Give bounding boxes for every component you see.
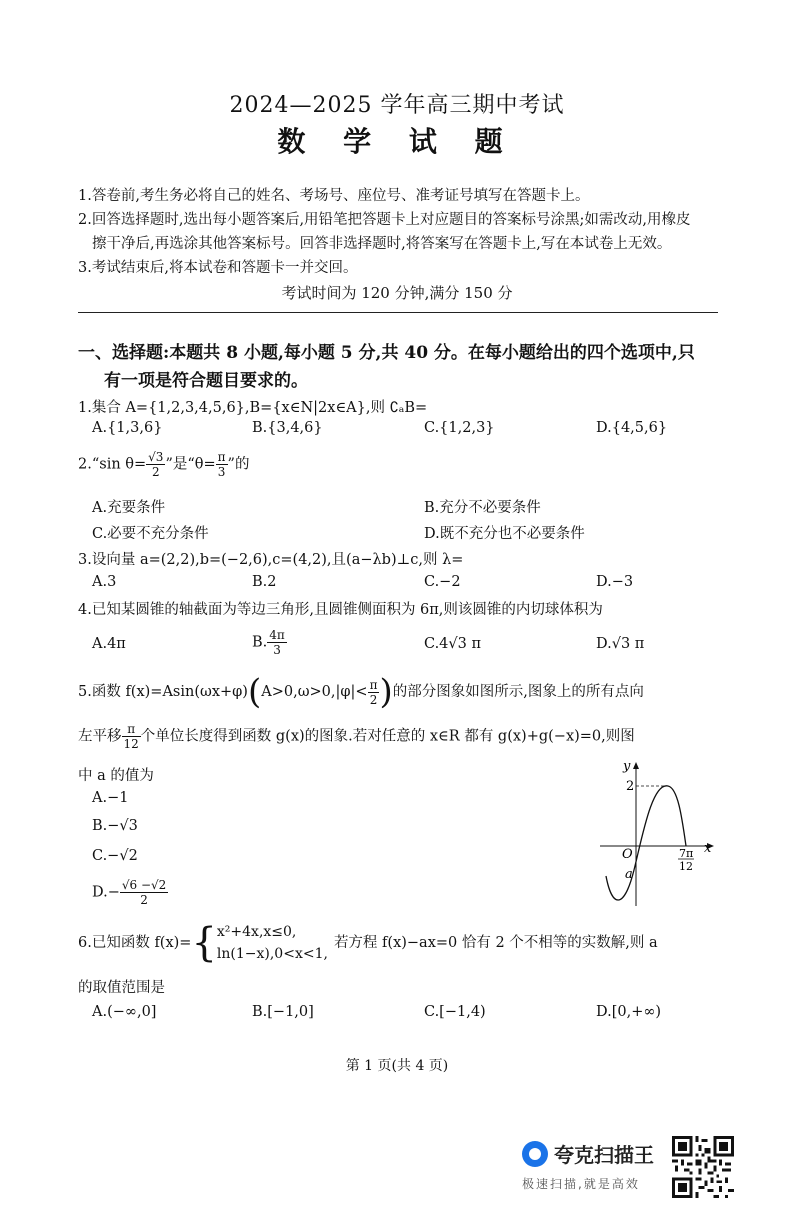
q3-option-c: C.−2 — [424, 574, 461, 590]
q6-option-b: B.[−1,0] — [252, 1004, 314, 1020]
q3-option-d: D.−3 — [596, 574, 634, 590]
q4-option-d: D.√3 π — [596, 636, 645, 652]
q5-stem — [78, 672, 644, 712]
q6-prefix: 6.已知函数 f(x)= — [78, 935, 192, 951]
origin-label: O — [622, 847, 633, 862]
q4-option-b — [252, 628, 287, 657]
q5-option-c: C.−√2 — [92, 848, 138, 864]
q1-option-b: B.{3,4,6} — [252, 420, 323, 436]
instruction-3: 3.考试结束后,将本试卷和答题卡一并交回。 — [78, 260, 358, 276]
watermark-brand: 夸克扫描王 — [554, 1143, 654, 1167]
q1-stem: 1.集合 A={1,2,3,4,5,6},B={x∈N|2x∈A},则 ∁ₐB= — [78, 400, 428, 416]
scanner-watermark — [520, 1137, 670, 1197]
qr-code-icon — [672, 1136, 734, 1198]
q2-middle: ”是“θ= — [165, 456, 216, 473]
q5-cond-num: π — [369, 677, 378, 692]
a-label: a — [625, 867, 633, 882]
q5-option-b: B.−√3 — [92, 818, 138, 834]
q6-brace: { — [191, 920, 217, 966]
q2-frac2-den: 3 — [217, 465, 226, 479]
q3-option-b: B.2 — [252, 574, 277, 590]
q5-shift-frac — [122, 722, 141, 751]
q4-optb-num: 4π — [269, 628, 285, 642]
q5-cond-frac — [368, 678, 380, 707]
instruction-1: 1.答卷前,考生务必将自己的姓名、考场号、座位号、准考证号填写在答题卡上。 — [78, 188, 590, 204]
watermark-slogan: 极速扫描,就是高效 — [522, 1177, 640, 1191]
q4-option-a: A.4π — [92, 636, 126, 652]
q6-option-a: A.(−∞,0] — [92, 1004, 157, 1020]
x-label: x — [704, 841, 712, 856]
q2-frac2-num: π — [217, 450, 226, 464]
q5-option-d — [92, 878, 168, 907]
instruction-2-cont: 擦干净后,再选涂其他答案标号。回答非选择题时,将答案写在答题卡上,写在本试卷上无效。 — [92, 236, 672, 252]
exam-title: 2024—2025 学年高三期中考试 — [229, 93, 565, 118]
q6-suffix: 若方程 f(x)−ax=0 恰有 2 个不相等的实数解,则 a — [333, 935, 658, 951]
q4-option-c: C.4√3 π — [424, 636, 482, 652]
q5-shift-num: π — [122, 722, 141, 737]
instruction-2: 2.回答选择题时,选出每小题答案后,用铅笔把答题卡上对应题目的答案标号涂黑;如需改动,用橡皮 — [78, 212, 691, 228]
q2-frac1-num: √3 — [148, 450, 164, 464]
xtick-den: 12 — [679, 860, 693, 873]
q6-piecewise — [217, 921, 328, 965]
y-label: y — [623, 759, 631, 774]
section-heading-cont: 有一项是符合题目要求的。 — [104, 371, 308, 391]
q6-piece1: x²+4x,x≤0, — [216, 924, 297, 940]
max-value-label: 2 — [626, 779, 635, 794]
q5-line3: 中 a 的值为 — [78, 768, 154, 784]
q5-right-paren: ) — [379, 672, 393, 712]
q4-option-b-frac — [267, 628, 287, 657]
q5-optd-den: 2 — [140, 893, 148, 907]
q1-option-c: C.{1,2,3} — [424, 420, 495, 436]
q5-optd-frac — [120, 878, 168, 907]
q6-option-d: D.[0,+∞) — [596, 1004, 662, 1020]
q6-line2: 的取值范围是 — [78, 980, 165, 996]
q5-optd-prefix: D.− — [92, 884, 120, 901]
section-heading: 一、选择题:本题共 8 小题,每小题 5 分,共 40 分。在每小题给出的四个选项中,只 — [78, 343, 695, 363]
q2-option-b: B.充分不必要条件 — [424, 500, 541, 516]
q4-optb-den: 3 — [273, 643, 281, 657]
q1-option-a: A.{1,3,6} — [92, 420, 163, 436]
q6-stem — [78, 920, 658, 966]
q4-option-b-prefix: B. — [252, 634, 268, 651]
q5-part1: 5.函数 f(x)=Asin(ωx+φ) — [78, 684, 248, 700]
q5-option-a: A.−1 — [92, 790, 129, 806]
divider — [78, 312, 718, 313]
q5-left-paren: ( — [247, 672, 262, 712]
xtick-num: 7π — [679, 847, 694, 860]
q5-part2: 的部分图象如图所示,图象上的所有点向 — [392, 684, 644, 700]
q2-option-a: A.充要条件 — [92, 500, 166, 516]
q5-line2-prefix: 左平移 — [78, 728, 122, 745]
q2-frac1-den: 2 — [151, 465, 160, 479]
subject-title: 数 学 试 题 — [277, 125, 517, 158]
q1-option-d: D.{4,5,6} — [596, 420, 668, 436]
q3-stem: 3.设向量 a=(2,2),b=(−2,6),c=(4,2),且(a−λb)⊥c,则 λ= — [78, 552, 464, 568]
q5-sine-graph — [596, 758, 724, 910]
q2-suffix: ”的 — [227, 456, 250, 473]
exam-info: 考试时间为 120 分钟,满分 150 分 — [281, 284, 513, 302]
page-footer: 第 1 页(共 4 页) — [345, 1058, 449, 1074]
y-axis-arrow — [633, 762, 639, 769]
q5-cond-den: 2 — [369, 692, 378, 707]
q2-option-d: D.既不充分也不必要条件 — [424, 526, 585, 542]
q5-optd-num: √6 −√2 — [121, 878, 167, 892]
q6-option-c: C.[−1,4) — [424, 1004, 486, 1020]
q4-stem: 4.已知某圆锥的轴截面为等边三角形,且圆锥侧面积为 6π,则该圆锥的内切球体积为 — [78, 602, 603, 618]
q2-frac-pi-3 — [216, 450, 228, 479]
q2-prefix: 2.“sin θ= — [78, 456, 147, 473]
q2-stem — [78, 450, 249, 479]
q2-frac-sqrt3-2 — [146, 450, 165, 479]
q3-option-a: A.3 — [92, 574, 117, 590]
q5-cond: A>0,ω>0,|φ|< — [261, 684, 368, 700]
q6-piece2: ln(1−x),0<x<1, — [216, 946, 328, 962]
q5-line2-suffix: 个单位长度得到函数 g(x)的图象.若对任意的 x∈R 都有 g(x)+g(−x)=0,则图 — [140, 728, 635, 745]
q5-shift-den: 12 — [123, 737, 139, 751]
sine-curve — [606, 786, 686, 900]
quark-logo-icon — [522, 1141, 548, 1167]
q2-option-c: C.必要不充分条件 — [92, 526, 209, 542]
q5-line2 — [78, 722, 635, 751]
